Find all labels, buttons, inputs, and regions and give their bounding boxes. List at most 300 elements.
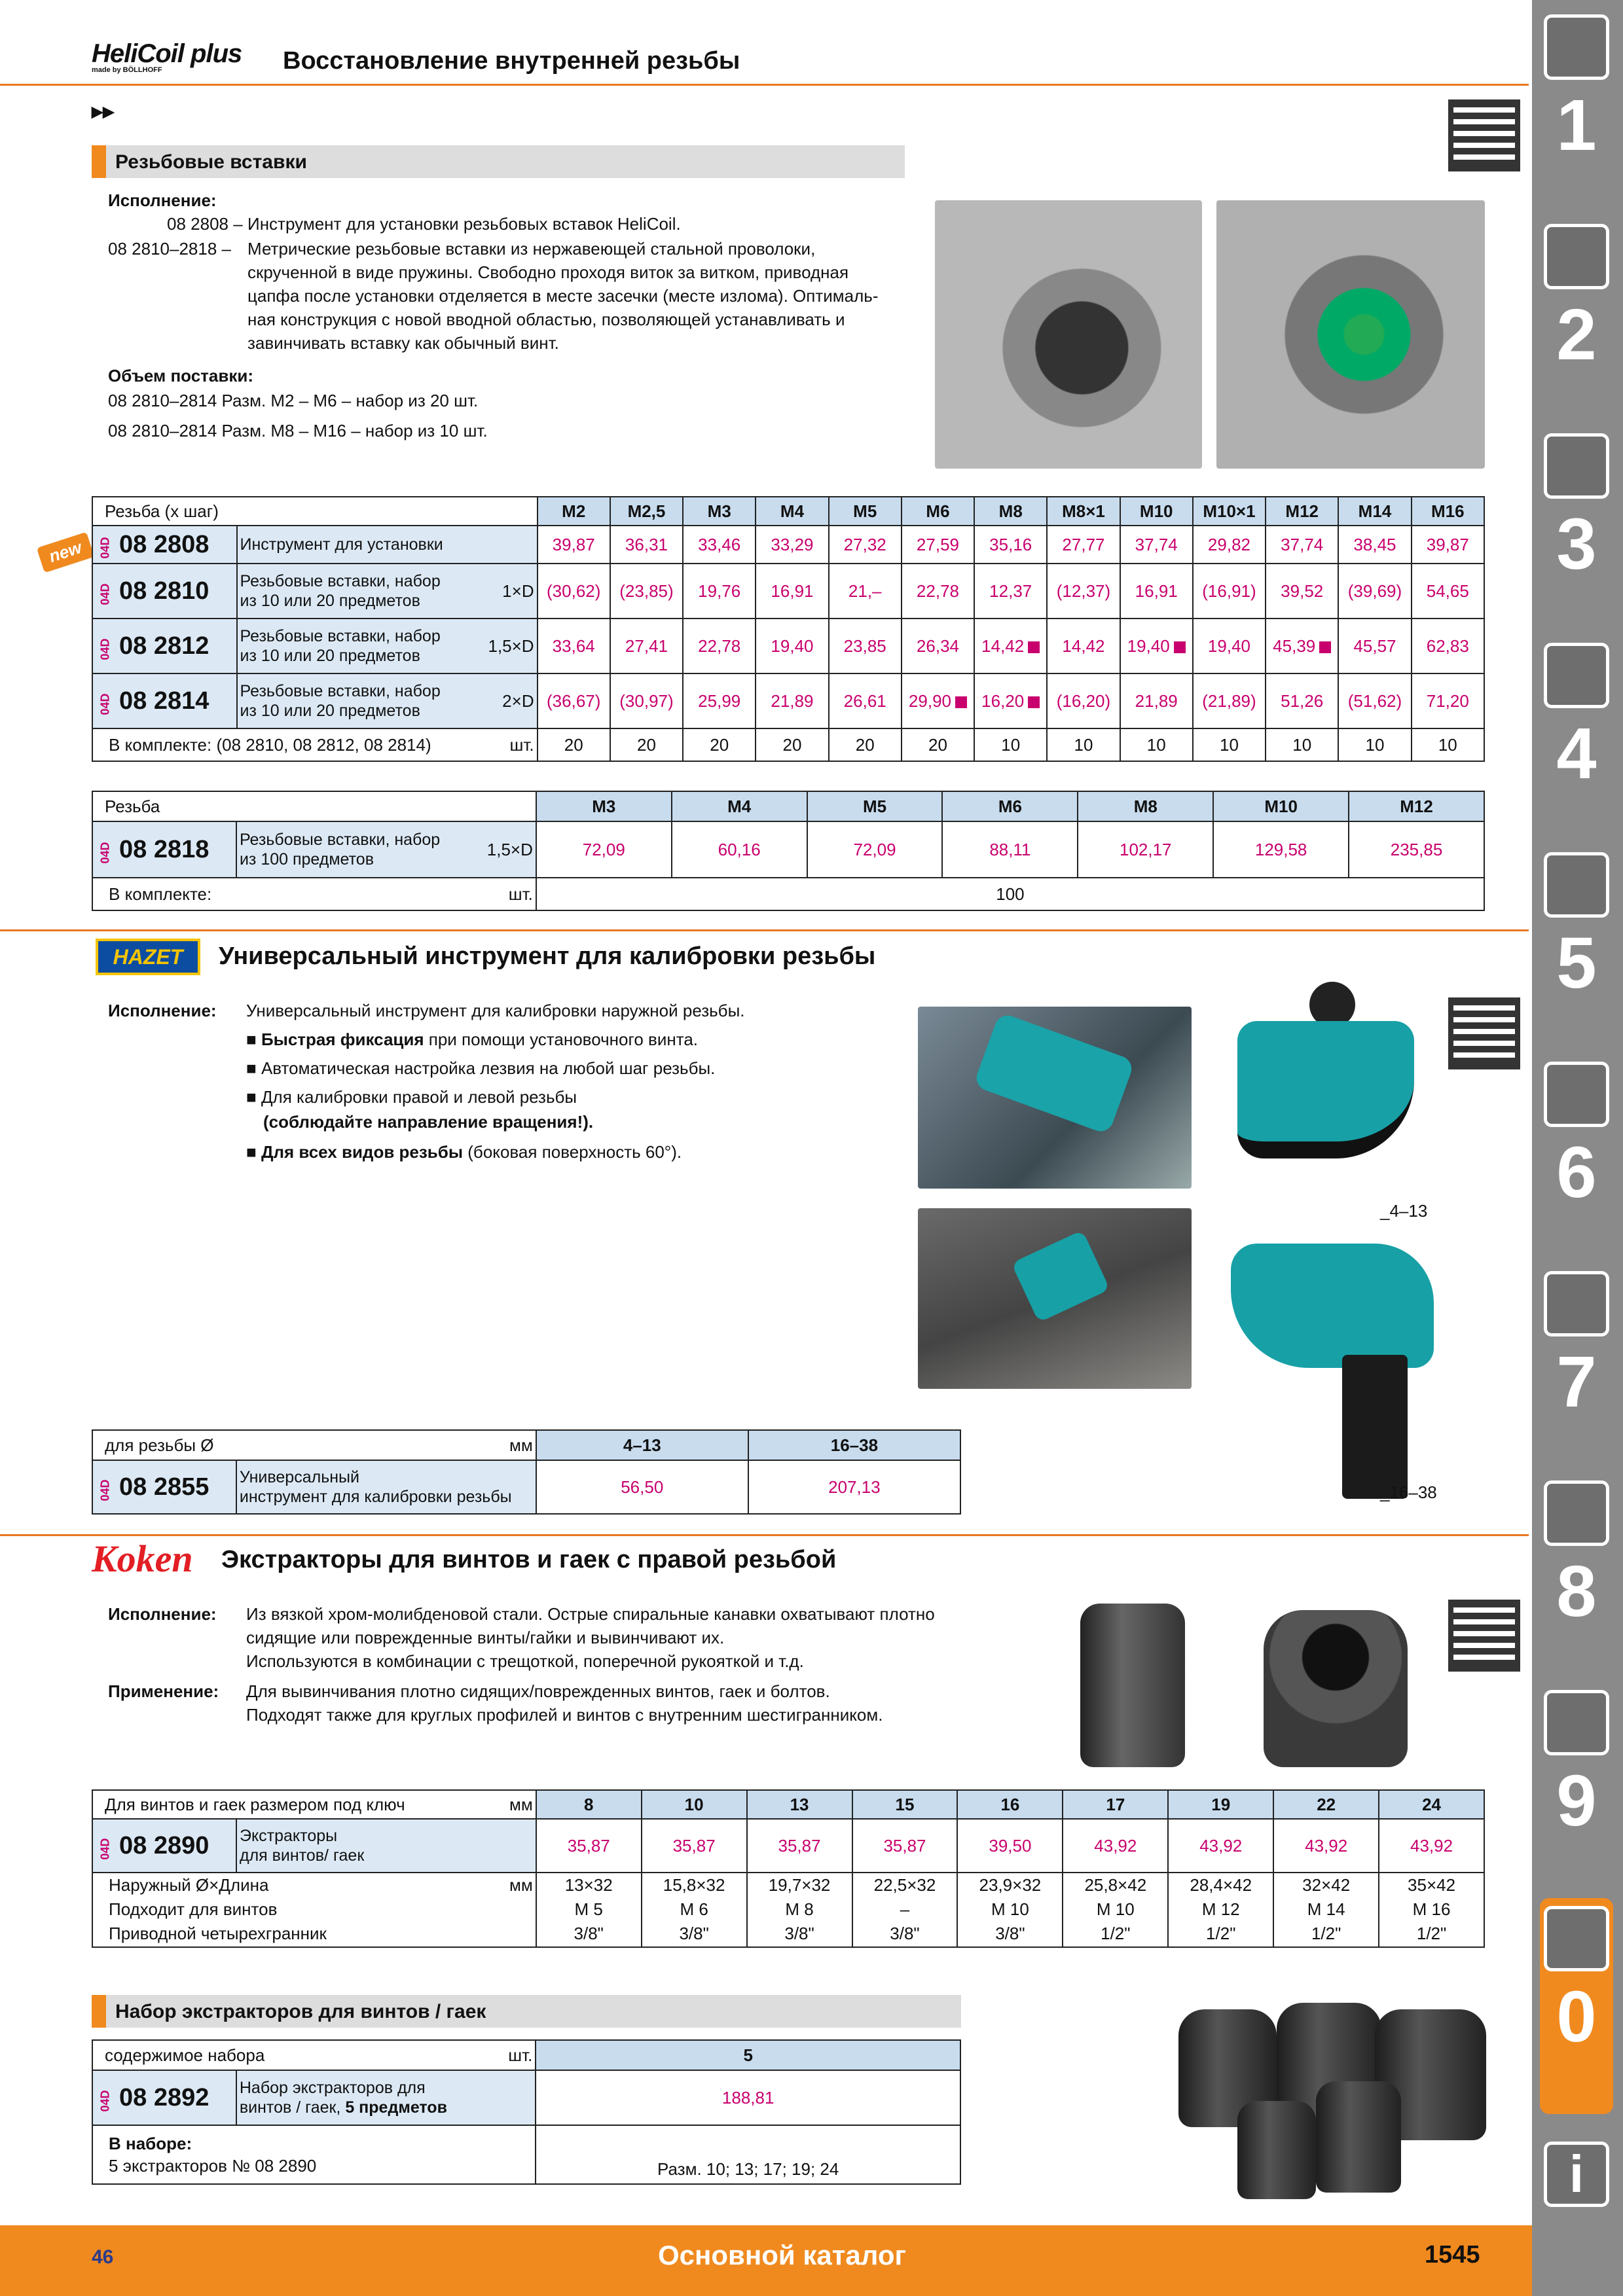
- spec-val: 25,8×42: [1063, 1873, 1168, 1897]
- hazet-tool-large-photo: [1224, 1230, 1447, 1505]
- price: 102,17: [1078, 821, 1213, 878]
- desc-line: из 10 или 20 предметов: [240, 647, 420, 665]
- price: 19,40: [756, 619, 828, 673]
- code-text: 08 2812: [119, 632, 210, 660]
- table-row: [92, 2070, 960, 2125]
- price-marked: [974, 619, 1047, 673]
- price: 72,09: [807, 821, 943, 878]
- koken-prim-1: Подходят также для круглых профилей и винтов с внутренним шестигранником.: [246, 1705, 883, 1725]
- bullet-3-text: Для калибровки правой и левой резьбы: [261, 1087, 577, 1107]
- unit-mm: мм: [471, 1873, 536, 1897]
- price: (36,67): [538, 673, 610, 728]
- desc-part: винтов / гаек,: [239, 2098, 346, 2117]
- spec-val: M 14: [1273, 1897, 1379, 1921]
- bullet-3b: (соблюдайте направление вращения!).: [263, 1112, 594, 1132]
- contents-header: содержимое набора: [92, 2040, 470, 2070]
- marker-square-icon: [1028, 641, 1040, 653]
- line2-text-1: скрученной в виде пружины. Свободно проходя виток за витком, приводная: [247, 262, 849, 282]
- price: 37,74: [1266, 526, 1338, 564]
- extractor-socket: [1237, 2101, 1316, 2199]
- thread-hole-photo: [935, 200, 1202, 469]
- tool-holder-icon: [1544, 433, 1609, 499]
- col-m10x1: M10×1: [1193, 497, 1266, 526]
- table-row: [92, 821, 1484, 878]
- tag-04d: 04D: [98, 841, 112, 863]
- price-text: 29,90: [908, 691, 951, 711]
- col-m10: M10: [1120, 497, 1193, 526]
- page-title: Восстановление внутренней резьбы: [283, 47, 740, 75]
- col-m5: M5: [829, 497, 902, 526]
- section-title-koken: Экстракторы для винтов и гаек с правой резьбой: [221, 1546, 837, 1573]
- line2-code: 08 2810–2818 –: [108, 239, 231, 259]
- price: (12,37): [1047, 564, 1120, 619]
- price: 35,87: [852, 1819, 958, 1873]
- caption-4-13: _4–13: [1380, 1201, 1428, 1221]
- col-m12: M12: [1266, 497, 1338, 526]
- d-factor: 1,5×D: [471, 619, 537, 673]
- qr-code-icon[interactable]: [1448, 1600, 1520, 1672]
- unit-mm: мм: [471, 1790, 536, 1819]
- spec-val: 3/8": [957, 1921, 1063, 1947]
- price-text: 16,20: [981, 691, 1025, 711]
- desc-bold: 5 предметов: [345, 2098, 447, 2117]
- spec-val: 1/2": [1273, 1921, 1379, 1947]
- col: M12: [1349, 791, 1484, 821]
- article-desc: [236, 1819, 536, 1873]
- spec-row: [92, 1897, 1484, 1921]
- price: (23,85): [610, 564, 683, 619]
- spec-val: 19,7×32: [747, 1873, 852, 1897]
- col: 10: [642, 1790, 747, 1819]
- price: 29,82: [1193, 526, 1266, 564]
- contents-cell: [92, 2125, 536, 2184]
- thread-header: Резьба: [92, 791, 536, 821]
- price: 27,59: [902, 526, 974, 564]
- col: M3: [536, 791, 672, 821]
- article-code[interactable]: [92, 619, 237, 673]
- caliper-icon: [1544, 643, 1609, 708]
- price: 27,77: [1047, 526, 1120, 564]
- desc-line: [240, 2098, 532, 2117]
- qr-code-icon[interactable]: [1448, 997, 1520, 1069]
- spec-val: 13×32: [536, 1873, 642, 1897]
- table-row: [92, 673, 1484, 728]
- extractor-set-photo: [1165, 1990, 1493, 2206]
- line2-text-3: ная конструкция с новой вводной областью, позволяющей устанавливать и: [247, 310, 845, 329]
- article-desc: [237, 619, 472, 673]
- price-marked: [1266, 619, 1338, 673]
- article-code[interactable]: [92, 673, 237, 728]
- price: 35,16: [974, 526, 1047, 564]
- price: 43,92: [1379, 1819, 1484, 1873]
- extractor-side-photo: [1080, 1604, 1185, 1767]
- tab-number: 8: [1556, 1551, 1597, 1632]
- price: 35,87: [536, 1819, 642, 1873]
- price: (51,62): [1338, 673, 1411, 728]
- desc-line: Резьбовые вставки, набор: [240, 682, 441, 700]
- tab-chapter-8[interactable]: [1540, 1473, 1613, 1669]
- footer-catalog-title: Основной каталог: [658, 2240, 906, 2270]
- kit-qty: 10: [1047, 728, 1120, 761]
- marker-square-icon: [1028, 696, 1040, 708]
- col-m25: M2,5: [610, 497, 683, 526]
- price: 12,37: [974, 564, 1047, 619]
- price: 23,85: [829, 619, 902, 673]
- price: 129,58: [1213, 821, 1349, 878]
- price: 27,32: [829, 526, 902, 564]
- table-0822892: [92, 2039, 961, 2185]
- price: (30,62): [538, 564, 610, 619]
- price: 36,31: [610, 526, 683, 564]
- spec-val: M 10: [1063, 1897, 1168, 1921]
- tab-info[interactable]: [1540, 2134, 1613, 2219]
- price: 38,45: [1338, 526, 1411, 564]
- section-rule: [0, 929, 1529, 931]
- tab-chapter-9[interactable]: [1540, 1682, 1613, 1878]
- kit-qty: 20: [610, 728, 683, 761]
- tab-number: 0: [1556, 1977, 1597, 2057]
- spec-val: –: [852, 1897, 958, 1921]
- tab-chapter-7[interactable]: [1540, 1263, 1613, 1460]
- col: 15: [852, 1790, 958, 1819]
- article-desc: [237, 564, 472, 619]
- col: 19: [1168, 1790, 1273, 1819]
- spec-val: 3/8": [642, 1921, 747, 1947]
- tag-04d: 04D: [98, 1479, 112, 1501]
- col: 13: [747, 1790, 852, 1819]
- tag-04d: 04D: [98, 583, 112, 605]
- price: 19,76: [683, 564, 756, 619]
- price: 43,92: [1168, 1819, 1273, 1873]
- koken-prim-0: Для вывинчивания плотно сидящих/поврежденных винтов, гаек и болтов.: [246, 1681, 830, 1701]
- info-letter: i: [1569, 2145, 1584, 2203]
- price-text: 14,42: [981, 636, 1025, 656]
- hazet-tool-small-photo: [1224, 982, 1421, 1178]
- tab-chapter-3[interactable]: [1540, 425, 1613, 622]
- price: 39,50: [957, 1819, 1063, 1873]
- price: 21,89: [756, 673, 828, 728]
- price: 22,78: [902, 564, 974, 619]
- desc-line: Универсальный: [239, 1468, 359, 1486]
- price: 35,87: [642, 1819, 747, 1873]
- desc-line: Резьбовые вставки, набор: [240, 572, 441, 590]
- price: (39,69): [1338, 564, 1411, 619]
- unit-pcs: шт.: [470, 2040, 536, 2070]
- col-m8x1: M8×1: [1047, 497, 1120, 526]
- tab-chapter-6[interactable]: [1540, 1054, 1613, 1250]
- price: 33,64: [538, 619, 610, 673]
- line1-text: Инструмент для установки резьбовых вставок HeliCoil.: [247, 214, 681, 234]
- brand-sub: made by BÖLLHOFF: [92, 66, 162, 74]
- tool-set-icon: [1544, 1480, 1609, 1546]
- price: 26,61: [829, 673, 902, 728]
- tab-chapter-5[interactable]: [1540, 844, 1613, 1041]
- article-code[interactable]: [92, 2070, 236, 2125]
- section-rule: [0, 1534, 1529, 1536]
- prim-label: Применение:: [108, 1681, 219, 1701]
- article-code[interactable]: [92, 564, 237, 619]
- article-code[interactable]: [92, 821, 236, 878]
- code-text: 08 2818: [119, 835, 210, 863]
- spec-val: 32×42: [1273, 1873, 1379, 1897]
- price: 43,92: [1063, 1819, 1168, 1873]
- table-row: [92, 526, 1484, 564]
- kit-qty: 10: [1193, 728, 1266, 761]
- table-0822818: [92, 791, 1485, 911]
- spec-val: 1/2": [1379, 1921, 1484, 1947]
- section-bar-extractor-set: Набор экстракторов для винтов / гаек: [92, 1995, 961, 2028]
- code-text: 08 2810: [119, 577, 210, 605]
- kit-qty: 20: [902, 728, 974, 761]
- price: 45,57: [1338, 619, 1411, 673]
- bullet-2-text: Автоматическая настройка лезвия на любой шаг резьбы.: [261, 1058, 716, 1078]
- table-header-row: [92, 1430, 960, 1460]
- pliers-hammer-icon: [1544, 1271, 1609, 1336]
- isp-label: Исполнение:: [108, 1604, 217, 1624]
- tab-number: 6: [1556, 1132, 1597, 1213]
- price: 14,42: [1047, 619, 1120, 673]
- price: 25,99: [683, 673, 756, 728]
- kit-qty: 100: [536, 878, 1484, 910]
- drill-bit-icon: [1544, 14, 1609, 80]
- table-header-row: [92, 1790, 1484, 1819]
- line1-code: 08 2808 –: [167, 214, 243, 234]
- tab-number: 3: [1556, 504, 1597, 584]
- spec-val: 35×42: [1379, 1873, 1484, 1897]
- col: M10: [1213, 791, 1349, 821]
- bullet-3: ■ Для калибровки правой и левой резьбы: [246, 1087, 577, 1107]
- section-bar-inserts: Резьбовые вставки: [92, 145, 905, 178]
- hazet-line0: Универсальный инструмент для калибровки наружной резьбы.: [246, 1001, 745, 1020]
- spec-val: 28,4×42: [1168, 1873, 1273, 1897]
- spec-val: 3/8": [536, 1921, 642, 1947]
- helicoil-logo: [92, 39, 262, 85]
- tool-cabinet-icon: [1544, 1690, 1609, 1755]
- page-number-right: 1545: [1425, 2241, 1480, 2269]
- price: 33,46: [683, 526, 756, 564]
- section-title-hazet: Универсальный инструмент для калибровки резьбы: [219, 942, 876, 970]
- kit-qty: 20: [756, 728, 828, 761]
- spec-val: M 6: [642, 1897, 747, 1921]
- price: 71,20: [1412, 673, 1484, 728]
- article-desc: [237, 673, 472, 728]
- tag-04d: 04D: [98, 536, 112, 558]
- col: 16: [957, 1790, 1063, 1819]
- desc-line: Экстракторы: [239, 1827, 338, 1845]
- table-header-row: [92, 791, 1484, 821]
- article-desc: [236, 1460, 536, 1514]
- col: M5: [807, 791, 943, 821]
- spec-val: M 8: [747, 1897, 852, 1921]
- tag-04d: 04D: [98, 692, 112, 715]
- bullet-1-rest: при помощи установочного винта.: [424, 1030, 699, 1049]
- spec-val: 22,5×32: [852, 1873, 958, 1897]
- col: 4–13: [536, 1430, 748, 1460]
- spec-val: 1/2": [1063, 1921, 1168, 1947]
- article-code[interactable]: [92, 1819, 236, 1873]
- desc-line: Резьбовые вставки, набор: [240, 627, 441, 645]
- d-factor: 2×D: [471, 673, 537, 728]
- col-m16: M16: [1412, 497, 1484, 526]
- kit-qty: 10: [1266, 728, 1338, 761]
- bullet-1-bold: Быстрая фиксация: [261, 1030, 424, 1049]
- price-marked: [1120, 619, 1193, 673]
- price: (16,91): [1193, 564, 1266, 619]
- spec-val: M 10: [957, 1897, 1063, 1921]
- table-0822855: [92, 1429, 961, 1515]
- col: 17: [1063, 1790, 1168, 1819]
- price: 33,29: [756, 526, 828, 564]
- table-row: [92, 619, 1484, 673]
- info-icon: [1544, 2142, 1609, 2207]
- article-code[interactable]: [92, 526, 237, 564]
- price: 26,34: [902, 619, 974, 673]
- spec-val: 1/2": [1168, 1921, 1273, 1947]
- new-badge-text: new: [46, 537, 84, 567]
- tab-number: 1: [1556, 85, 1597, 166]
- spec-val: M 16: [1379, 1897, 1484, 1921]
- desc-line: для винтов/ гаек: [239, 1846, 365, 1865]
- line2-text-2: цапфа после установки отделяется в месте засечки (месте излома). Оптималь-: [247, 286, 879, 306]
- price: (16,20): [1047, 673, 1120, 728]
- kit-qty: 10: [1412, 728, 1484, 761]
- code-text: 08 2855: [119, 1473, 210, 1501]
- tab-chapter-4[interactable]: [1540, 635, 1613, 831]
- col: 16–38: [748, 1430, 960, 1460]
- tab-number: 9: [1556, 1761, 1597, 1841]
- tool-body: [1231, 1244, 1434, 1368]
- table-0822890: [92, 1789, 1485, 1948]
- price-text: 45,39: [1273, 636, 1316, 656]
- table-row: [92, 564, 1484, 619]
- price-marked: [974, 673, 1047, 728]
- desc-line: Набор экстракторов для: [239, 2079, 426, 2097]
- col: 5: [536, 2040, 960, 2070]
- qr-code-icon[interactable]: [1448, 99, 1520, 171]
- line2-text-0: Метрические резьбовые вставки из нержавеющей стальной проволоки,: [247, 239, 816, 259]
- bullet-4-bold: Для всех видов резьбы: [261, 1142, 464, 1162]
- spec-label: Приводной четырехгранник: [92, 1921, 536, 1947]
- thread-insert-photo: [1216, 200, 1485, 469]
- tab-number: 2: [1556, 295, 1597, 375]
- col: M6: [942, 791, 1078, 821]
- price: 16,91: [1120, 564, 1193, 619]
- wrench-screwdriver-icon: [1544, 1062, 1609, 1127]
- spec-val: M 5: [536, 1897, 642, 1921]
- desc-line: из 10 или 20 предметов: [240, 592, 420, 610]
- contents-row: [92, 2125, 960, 2184]
- price: (21,89): [1193, 673, 1266, 728]
- col: M4: [672, 791, 807, 821]
- tab-chapter-2[interactable]: [1540, 216, 1613, 412]
- article-code[interactable]: [92, 1460, 236, 1514]
- marker-square-icon: [1174, 641, 1186, 653]
- tab-number: 5: [1556, 923, 1597, 1003]
- col-m2: M2: [538, 497, 610, 526]
- tool-shaft: [1342, 1355, 1408, 1499]
- kit-qty: 10: [1338, 728, 1411, 761]
- spec-val: 15,8×32: [642, 1873, 747, 1897]
- price: 22,78: [683, 619, 756, 673]
- desc-line: из 10 или 20 предметов: [240, 702, 420, 720]
- d-factor: 1,5×D: [471, 821, 536, 878]
- code-text: 08 2892: [119, 2083, 210, 2111]
- col: 22: [1273, 1790, 1379, 1819]
- bullet-4-rest: (боковая поверхность 60°).: [463, 1142, 682, 1162]
- hazet-logo-text: HAZET: [113, 945, 183, 969]
- spec-row: [92, 1873, 1484, 1897]
- new-badge: [37, 532, 94, 573]
- tab-number: 7: [1556, 1342, 1597, 1422]
- article-desc: [236, 821, 471, 878]
- bullet-2: ■ Автоматическая настройка лезвия на любой шаг резьбы.: [246, 1058, 716, 1078]
- price: 62,83: [1412, 619, 1484, 673]
- table-header-row: [92, 2040, 960, 2070]
- kit-qty: 20: [829, 728, 902, 761]
- price: 39,52: [1266, 564, 1338, 619]
- koken-isp-0: Из вязкой хром-молибденовой стали. Острые спиральные канавки охватывают плотно: [246, 1604, 935, 1624]
- price: (30,97): [610, 673, 683, 728]
- price: 235,85: [1349, 821, 1484, 878]
- col-m14: M14: [1338, 497, 1411, 526]
- price: 51,26: [1266, 673, 1338, 728]
- spec-row: [92, 1921, 1484, 1947]
- d-factor: [471, 526, 537, 564]
- kit-label: В комплекте: (08 2810, 08 2812, 08 2814): [92, 728, 471, 761]
- price: 21,89: [1120, 673, 1193, 728]
- col-m8: M8: [974, 497, 1047, 526]
- caption-16-38: _16–38: [1380, 1482, 1437, 1502]
- col-m3: M3: [683, 497, 756, 526]
- thread-header: Резьба (x шаг): [92, 497, 538, 526]
- price: 207,13: [748, 1460, 960, 1514]
- extractor-socket: [1316, 2081, 1401, 2193]
- desc-line: инструмент для калибровки резьбы: [239, 1488, 512, 1506]
- col: 24: [1379, 1790, 1484, 1819]
- desc-line: Резьбовые вставки, набор: [239, 831, 441, 849]
- table-row: [92, 1819, 1484, 1873]
- tab-number: 4: [1556, 713, 1597, 794]
- kit-label: В комплекте:: [92, 878, 471, 910]
- code-text: 08 2890: [119, 1831, 210, 1859]
- tool-body: [1237, 1021, 1414, 1158]
- col-m6: M6: [902, 497, 974, 526]
- bullet-1: ■ Быстрая фиксация при помощи установочного винта.: [246, 1030, 699, 1049]
- thread-diam-header: для резьбы Ø: [92, 1430, 471, 1460]
- kit-row: [92, 728, 1484, 761]
- table-helicoil: [92, 496, 1485, 762]
- kit-qty: 20: [683, 728, 756, 761]
- koken-logo: Koken: [92, 1537, 193, 1580]
- cutting-insert-icon: [1544, 224, 1609, 289]
- price-marked: [902, 673, 974, 728]
- tab-chapter-1[interactable]: [1540, 7, 1613, 203]
- page-number-left: 46: [92, 2246, 114, 2268]
- bullet-4: ■ Для всех видов резьбы (боковая поверхность 60°).: [246, 1142, 682, 1162]
- price: 37,74: [1120, 526, 1193, 564]
- spec-val: 3/8": [747, 1921, 852, 1947]
- col-m4: M4: [756, 497, 828, 526]
- price: 43,92: [1273, 1819, 1379, 1873]
- marker-square-icon: [1319, 641, 1331, 653]
- koken-isp-2: Используются в комбинации с трещоткой, поперечной рукояткой и т.д.: [246, 1651, 804, 1671]
- koken-isp-1: сидящие или поврежденные винты/гайки и вывинчивают их.: [246, 1628, 725, 1647]
- price: 19,40: [1193, 619, 1266, 673]
- article-desc: Инструмент для установки: [237, 526, 472, 564]
- obem-label: Объем поставки:: [108, 366, 254, 386]
- tab-chapter-0-active[interactable]: [1540, 1898, 1613, 2114]
- price: 16,91: [756, 564, 828, 619]
